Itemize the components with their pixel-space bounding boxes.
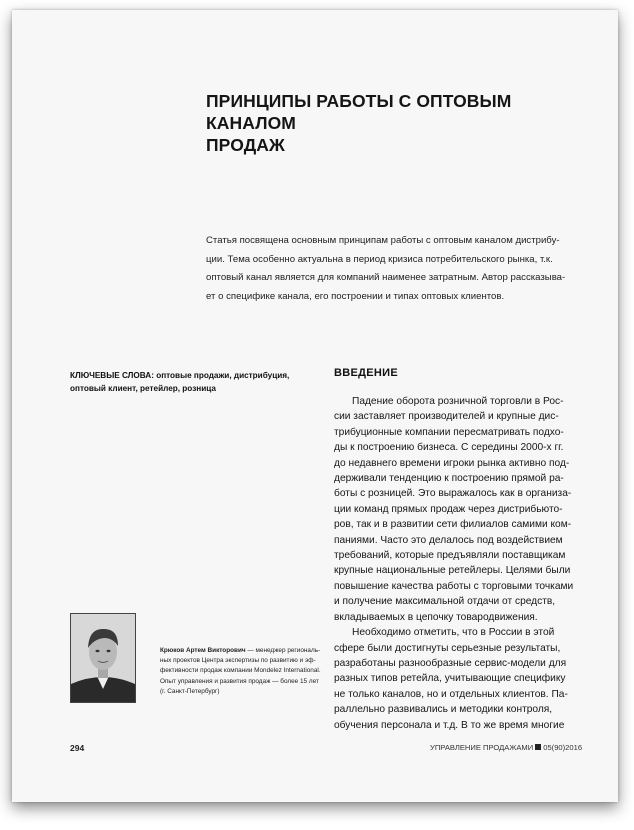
body-line: повышение качества работы с торговыми точками [334, 580, 574, 592]
body-line: боты с розницей. Это выражалось как в организа- [334, 488, 572, 500]
body-line: разных типов ретейла, учитывающие специфику [334, 673, 566, 685]
journal-name: УПРАВЛЕНИЕ ПРОДАЖАМИ [430, 743, 534, 752]
article-abstract [206, 232, 582, 306]
square-separator-icon [535, 744, 541, 750]
body-line: Необходимо отметить, что в России в этой [352, 627, 555, 639]
body-line: и получение максимальной отдачи от средств, [334, 596, 556, 608]
running-footer [430, 743, 582, 752]
article-body [334, 394, 586, 733]
author-name: Крюков Артем Викторович [160, 647, 246, 654]
abstract-line: оптовый канал является для компаний наименее затратным. Автор рассказыва- [206, 272, 566, 283]
body-line: раллельно развивались и методики контроля, [334, 704, 553, 716]
author-bio-line: Опыт управления и развития продаж — более 15 лет [160, 677, 319, 685]
author-bio-line: ных проектов Центра экспертизы по развитию и эф- [160, 657, 316, 665]
author-photo [70, 613, 136, 703]
body-line: сфере были достигнуты серьезные результаты, [334, 642, 561, 654]
body-line: требований, которые предъявляли поставщикам [334, 550, 566, 562]
body-line: ции команд прямых продаж через дистрибьюто- [334, 503, 563, 515]
body-line: ров, так и в развитии сети филиалов самими ком- [334, 519, 572, 531]
author-bio-line: (г. Санкт-Петербург) [160, 687, 220, 695]
body-line: держивали тенденцию к построению прямой ра- [334, 473, 564, 485]
keywords: КЛЮЧЕВЫЕ СЛОВА: оптовые продажи, дистрибуция, оптовый клиент, ретейлер, розница [70, 371, 290, 393]
body-line: паниями. Часто это делалось под воздействием [334, 534, 563, 546]
abstract-line: ет о специфике канала, его построении и типах оптовых клиентов. [206, 290, 505, 302]
body-line: не только каналов, но и отдельных клиентов. Па- [334, 688, 568, 700]
issue-number: 05(90)2016 [543, 743, 583, 752]
body-line: вкладываемых в цепочку товародвижения. [334, 611, 538, 623]
abstract-line: ции. Тема особенно актуальна в период кризиса потребительского рынка, т.к. [206, 253, 553, 265]
author-bio [160, 646, 325, 697]
author-portrait-image [71, 614, 135, 702]
body-line: разработаны разнообразные сервис-модели для [334, 657, 567, 669]
body-line: трибуционные компании пересматривать подхо- [334, 426, 564, 438]
body-line: ды к построению бизнеса. С середины 2000-х гг. [334, 442, 564, 454]
title-line-1: ПРИНЦИПЫ РАБОТЫ С ОПТОВЫМ КАНАЛОМ [206, 91, 512, 133]
body-line: обучения персонала и т.д. В то же время многие [334, 719, 565, 731]
section-heading: ВВЕДЕНИЕ [334, 367, 398, 379]
author-bio-line: — менеджер региональ- [245, 647, 321, 654]
body-line: до недавнего времени игроки рынка активно под- [334, 457, 570, 469]
body-line: крупные национальные ретейлеры. Целями были [334, 565, 571, 577]
page-number: 294 [70, 743, 85, 753]
author-bio-line: фективности продаж компании Mondelez International. [160, 667, 321, 675]
body-line: Падение оборота розничной торговли в Рос- [352, 396, 564, 407]
article-title [206, 90, 586, 156]
abstract-line: Статья посвящена основным принципам работы с оптовым каналом дистрибу- [206, 235, 560, 246]
body-line: сии заставляет производителей и крупные дис- [334, 411, 559, 423]
title-line-2: ПРОДАЖ [206, 135, 285, 155]
